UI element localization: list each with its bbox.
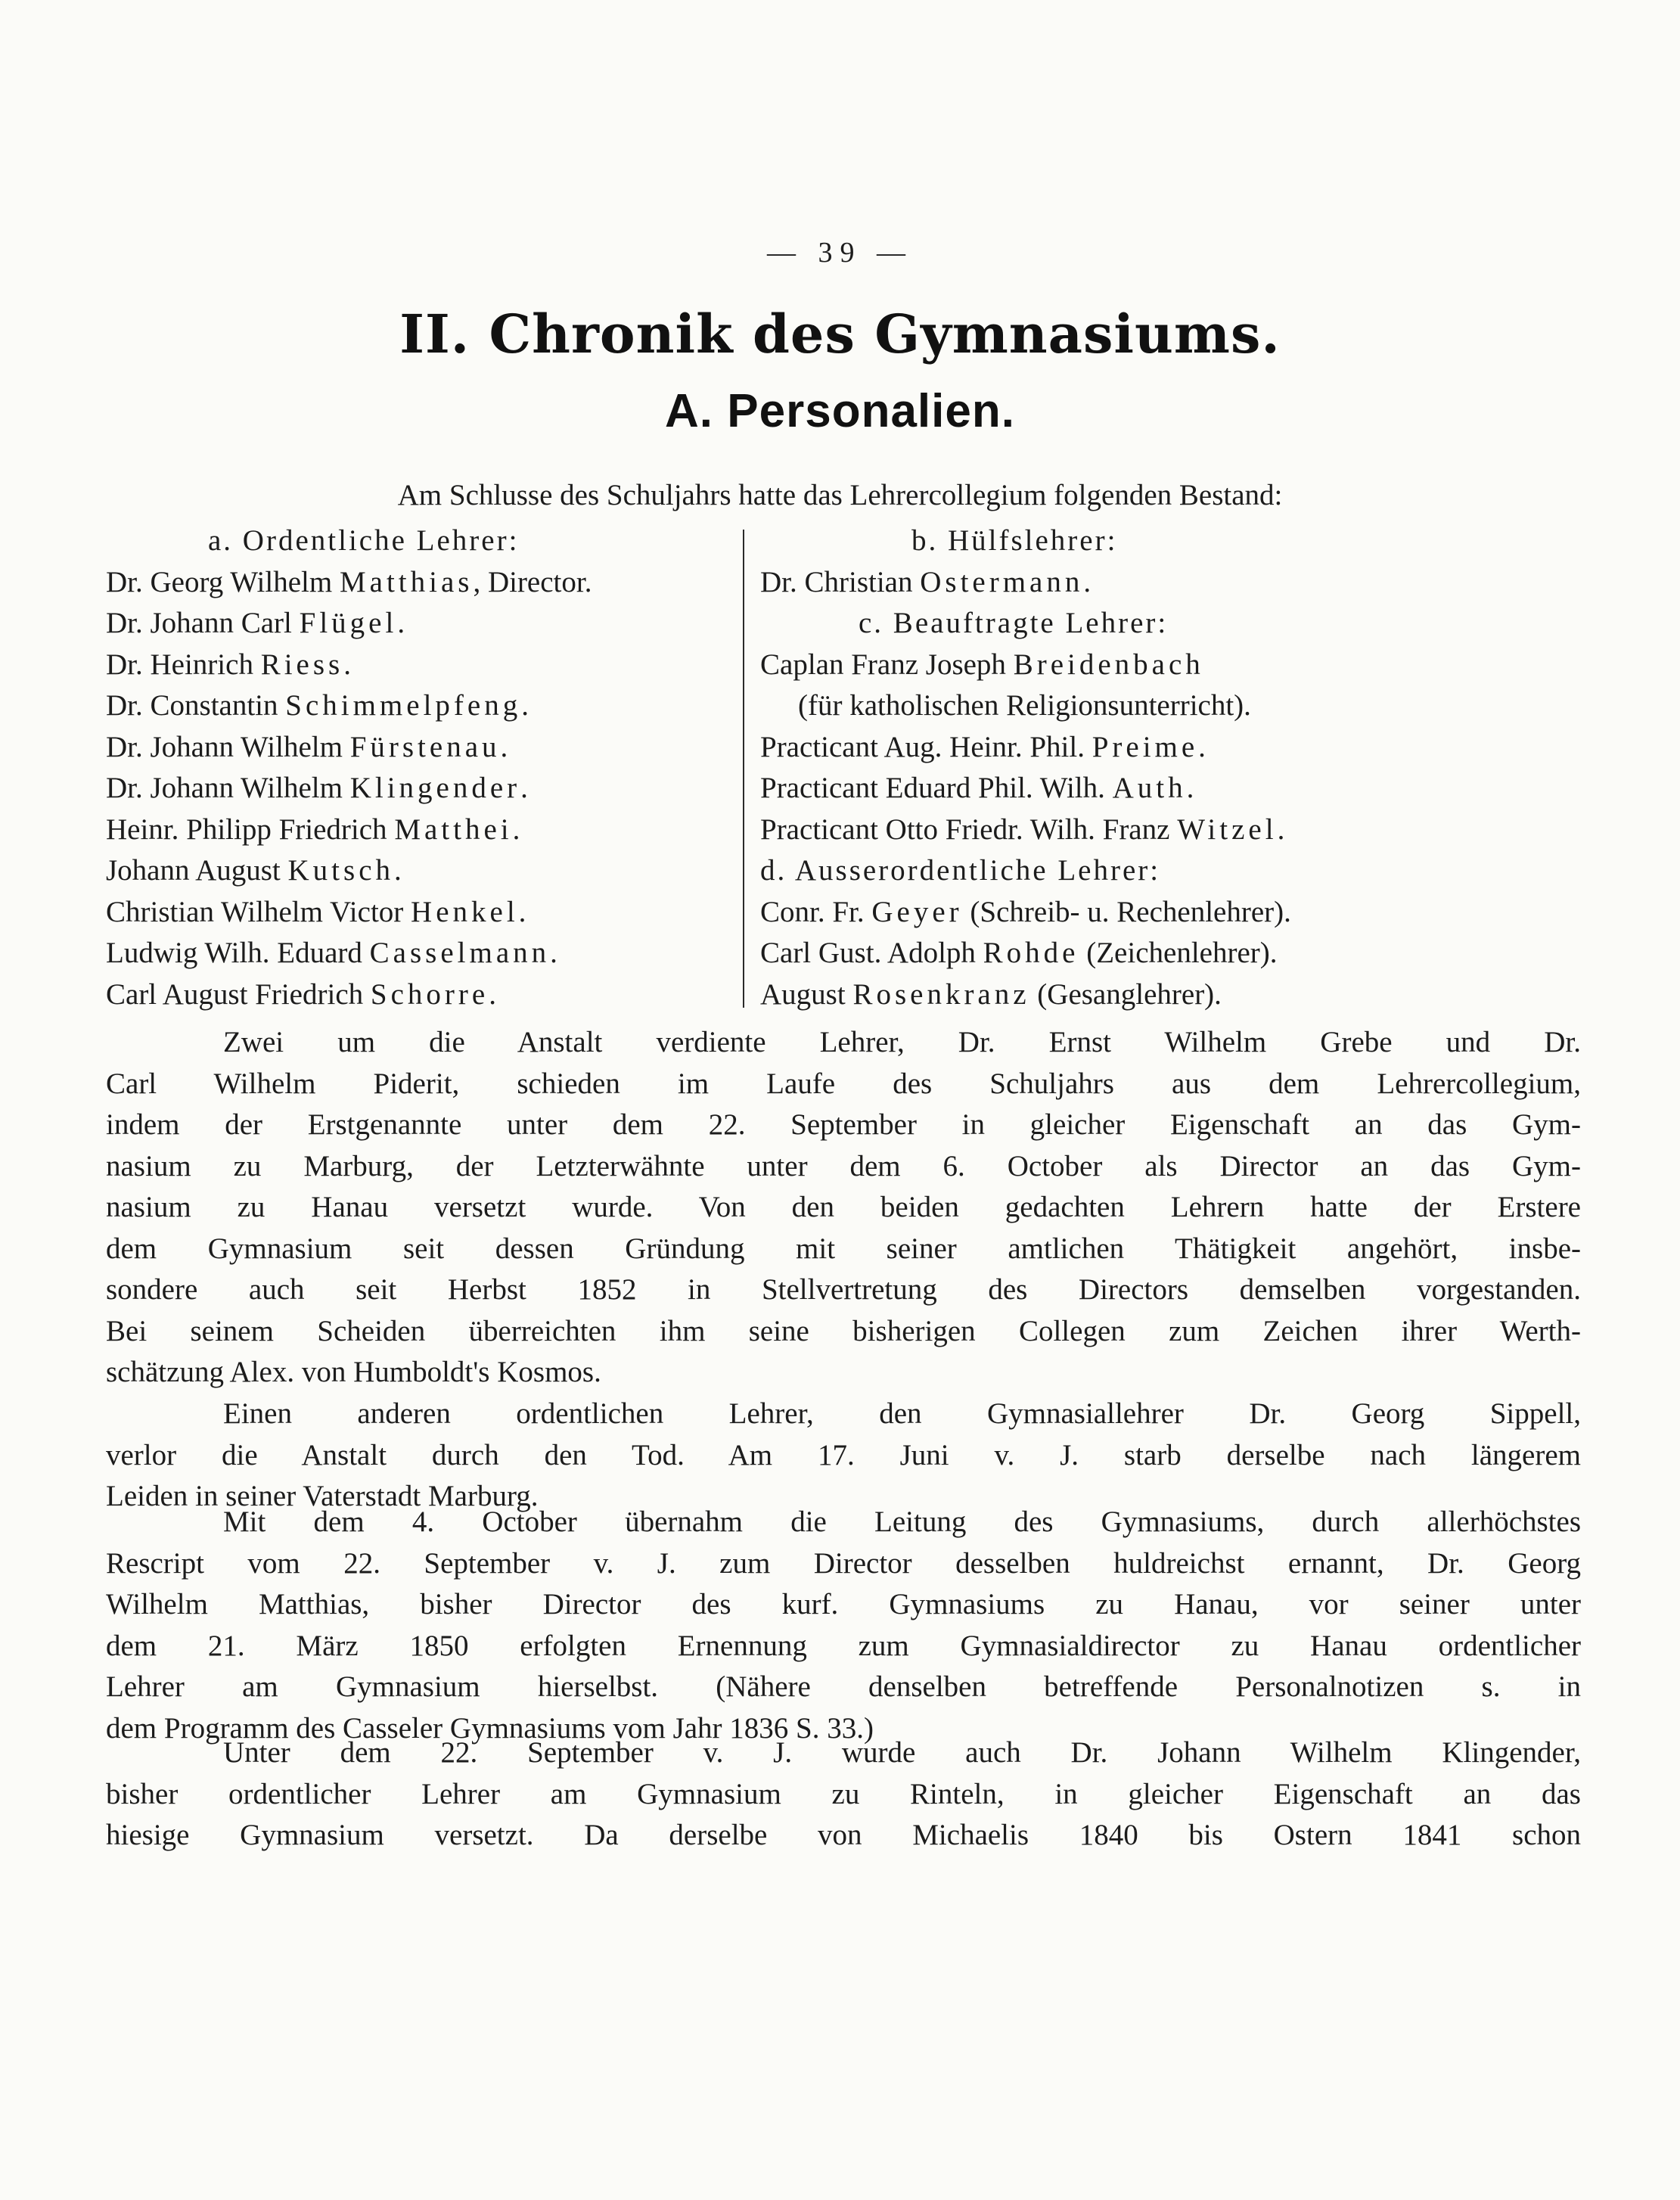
teacher-entry: Dr. Christian Ostermann. — [760, 565, 1092, 598]
teacher-name: Klingender — [349, 772, 521, 804]
teacher-name: Matthei — [394, 813, 513, 846]
paragraph-line: Leiden in seiner Vaterstadt Marburg. — [106, 1480, 539, 1512]
teacher-entry: August Rosenkranz (Gesanglehrer). — [760, 977, 1222, 1011]
teacher-entry: Dr. Georg Wilhelm Matthias, Director. — [106, 565, 592, 598]
paragraph-line: indem der Erstgenannte unter dem 22. September in gleicher Eigenschaft an das Gym- — [106, 1108, 1581, 1141]
paragraph-line: nasium zu Hanau versetzt wurde. Von den beiden gedachten Lehrern hatte der Erstere — [106, 1191, 1581, 1223]
paragraph-line: schätzung Alex. von Humboldt's Kosmos. — [106, 1356, 601, 1388]
teacher-entry: Caplan Franz Joseph Breidenbach — [760, 648, 1204, 681]
heading-ordentliche-lehrer: a. Ordentliche Lehrer: — [208, 524, 520, 557]
teacher-entry: Ludwig Wilh. Eduard Casselmann. — [106, 937, 557, 969]
paragraph-line: dem 21. März 1850 erfolgten Ernennung zum Gymnasialdirector zu Hanau ordentlicher — [106, 1629, 1581, 1662]
teacher-name: Matthias — [339, 565, 474, 598]
heading-huelfslehrer: b. Hülfslehrer: — [911, 524, 1118, 557]
paragraph-line: nasium zu Marburg, der Letzterwähnte unter dem 6. October als Director an das Gym- — [106, 1149, 1581, 1182]
paragraph-line: Mit dem 4. October übernahm die Leitung des Gymnasiums, durch allerhöchstes — [223, 1506, 1581, 1538]
teacher-name: Schorre — [370, 977, 489, 1011]
right-column — [760, 520, 1585, 1015]
teacher-entry: Dr. Johann Wilhelm Fürstenau. — [106, 730, 508, 763]
paragraph-line: Zwei um die Anstalt verdiente Lehrer, Dr. Ernst Wilhelm Grebe und Dr. — [223, 1026, 1581, 1058]
teacher-entry: Carl August Friedrich Schorre. — [106, 977, 496, 1011]
heading-ausserordentliche-lehrer: d. Ausserordentliche Lehrer: — [760, 854, 1161, 887]
paragraph-line: Wilhelm Matthias, bisher Director des kurf. Gymnasiums zu Hanau, vor seiner unter — [106, 1588, 1581, 1620]
teacher-entry: Practicant Eduard Phil. Wilh. Auth. — [760, 772, 1194, 804]
teacher-entry: Dr. Constantin Schimmelpfeng. — [106, 689, 529, 722]
paragraph-line: hiesige Gymnasium versetzt. Da derselbe von Michaelis 1840 bis Ostern 1841 schon — [106, 1819, 1581, 1851]
paragraph-line: Carl Wilhelm Piderit, schieden im Laufe des Schuljahrs aus dem Lehrercollegium, — [106, 1067, 1581, 1100]
paragraph-line: Rescript vom 22. September v. J. zum Director desselben huldreichst ernannt, Dr. Georg — [106, 1546, 1581, 1580]
paragraph-line: verlor die Anstalt durch den Tod. Am 17. Juni v. J. starb derselbe nach längerem — [106, 1438, 1581, 1471]
paragraph-line: dem Programm des Casseler Gymnasiums vom Jahr 1836 S. 33.) — [106, 1711, 874, 1745]
teacher-entry: Dr. Johann Carl Flügel. — [106, 607, 405, 639]
paragraph-line: Lehrer am Gymnasium hierselbst. (Nähere denselben betreffende Personalnotizen s. in — [106, 1670, 1581, 1703]
teacher-entry: (für katholischen Religionsunterricht). — [798, 689, 1251, 722]
paragraph-line: dem Gymnasium seit dessen Gründung mit seiner amtlichen Thätigkeit angehört, insbe- — [106, 1232, 1581, 1265]
teacher-name: Schimmelpfeng — [285, 689, 522, 722]
paragraph-line: sondere auch seit Herbst 1852 in Stellvertretung des Directors demselben vorgestanden. — [106, 1273, 1581, 1306]
teacher-name: Henkel — [411, 895, 519, 928]
paragraph-line: Unter dem 22. September v. J. wurde auch Dr. Johann Wilhelm Klingender, — [223, 1736, 1581, 1769]
teacher-entry: Conr. Fr. Geyer (Schreib- u. Rechenlehrer). — [760, 895, 1291, 928]
teacher-name: Kutsch — [287, 854, 395, 887]
teacher-name: Rosenkranz — [852, 977, 1030, 1011]
teacher-entry: Dr. Johann Wilhelm Klingender. — [106, 772, 528, 804]
paragraph-line: bisher ordentlicher Lehrer am Gymnasium zu Rinteln, in gleicher Eigenschaft an das — [106, 1777, 1581, 1810]
teacher-name: Geyer — [871, 895, 963, 928]
teacher-entry: Johann August Kutsch. — [106, 854, 402, 887]
teacher-entry: Practicant Otto Friedr. Wilh. Franz Witzel. — [760, 813, 1285, 846]
teacher-name: Preime — [1092, 730, 1199, 763]
lead-sentence: Am Schlusse des Schuljahrs hatte das Lehrercollegium folgenden Bestand: — [397, 479, 1283, 511]
page-number: — 39 — — [767, 237, 913, 269]
section-title: A. Personalien. — [665, 385, 1015, 437]
teacher-entry: Practicant Aug. Heinr. Phil. Preime. — [760, 730, 1206, 763]
teacher-entry: Heinr. Philipp Friedrich Matthei. — [106, 813, 520, 846]
heading-beauftragte-lehrer: c. Beauftragte Lehrer: — [859, 607, 1169, 639]
teacher-name: Flügel — [299, 607, 398, 639]
teacher-entry: Carl Gust. Adolph Rohde (Zeichenlehrer). — [760, 937, 1278, 969]
chapter-title: II. Chronik des Gymnasiums. — [399, 303, 1281, 365]
teacher-name: Witzel — [1177, 813, 1278, 846]
teacher-entry: Christian Wilhelm Victor Henkel. — [106, 895, 526, 928]
teacher-name: Breidenbach — [1013, 648, 1204, 681]
teacher-name: Fürstenau — [349, 730, 501, 763]
column-divider — [743, 530, 744, 1008]
teacher-name: Casselmann — [369, 937, 551, 969]
teacher-name: Auth — [1112, 772, 1187, 804]
teacher-name: Riess — [260, 648, 344, 681]
teacher-entry: Dr. Heinrich Riess. — [106, 648, 351, 681]
paragraph-line: Bei seinem Scheiden überreichten ihm seine bisherigen Collegen zum Zeichen ihrer Werth- — [106, 1314, 1581, 1347]
paragraph-line: Einen anderen ordentlichen Lehrer, den Gymnasiallehrer Dr. Georg Sippell, — [223, 1397, 1581, 1430]
left-column — [106, 520, 741, 1015]
teacher-name: Rohde — [983, 937, 1079, 969]
